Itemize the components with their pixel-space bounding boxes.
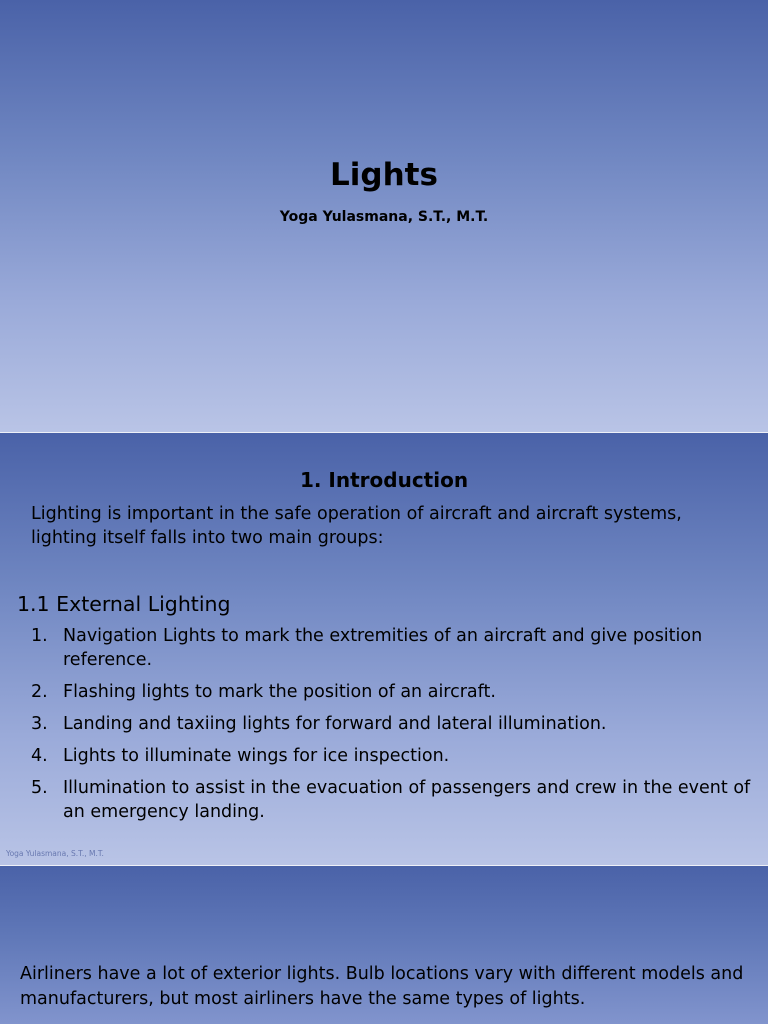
list-item <box>31 776 756 824</box>
list-item <box>31 680 756 704</box>
list-item-text: Flashing lights to mark the position of an aircraft. <box>63 682 496 702</box>
list-item <box>31 712 756 736</box>
external-lighting-list <box>31 624 756 832</box>
list-item-number: 2. <box>31 682 48 702</box>
list-item-text: Lights to illuminate wings for ice inspection. <box>63 746 450 766</box>
list-item-number: 3. <box>31 714 48 734</box>
list-item <box>31 624 756 672</box>
slide-title-heading: Lights <box>330 157 438 193</box>
slide-author: Yoga Yulasmana, S.T., M.T. <box>279 209 489 225</box>
list-item-text: Navigation Lights to mark the extremities of an aircraft and give position reference. <box>63 626 703 670</box>
list-item <box>31 744 756 768</box>
list-item-number: 4. <box>31 746 48 766</box>
slide-exterior-lights <box>0 866 768 1024</box>
intro-paragraph: Lighting is important in the safe operation of aircraft and aircraft systems, lighting itself falls into two main groups: <box>31 504 682 548</box>
list-item-text: Illumination to assist in the evacuation of passengers and crew in the event of an emergency landing. <box>63 778 751 822</box>
slide-title <box>0 0 768 432</box>
list-item-number: 1. <box>31 626 48 646</box>
body-paragraph: Airliners have a lot of exterior lights. Bulb locations vary with different models and manufacturers, but most airliners have the same types of lights. <box>20 964 744 1009</box>
list-item-text: Landing and taxiing lights for forward and lateral illumination. <box>63 714 607 734</box>
subsection-heading: 1.1 External Lighting <box>17 592 231 616</box>
slide-introduction <box>0 433 768 865</box>
slide-footer: Yoga Yulasmana, S.T., M.T. <box>6 849 104 858</box>
section-heading: 1. Introduction <box>299 468 469 492</box>
list-item-number: 5. <box>31 778 48 798</box>
